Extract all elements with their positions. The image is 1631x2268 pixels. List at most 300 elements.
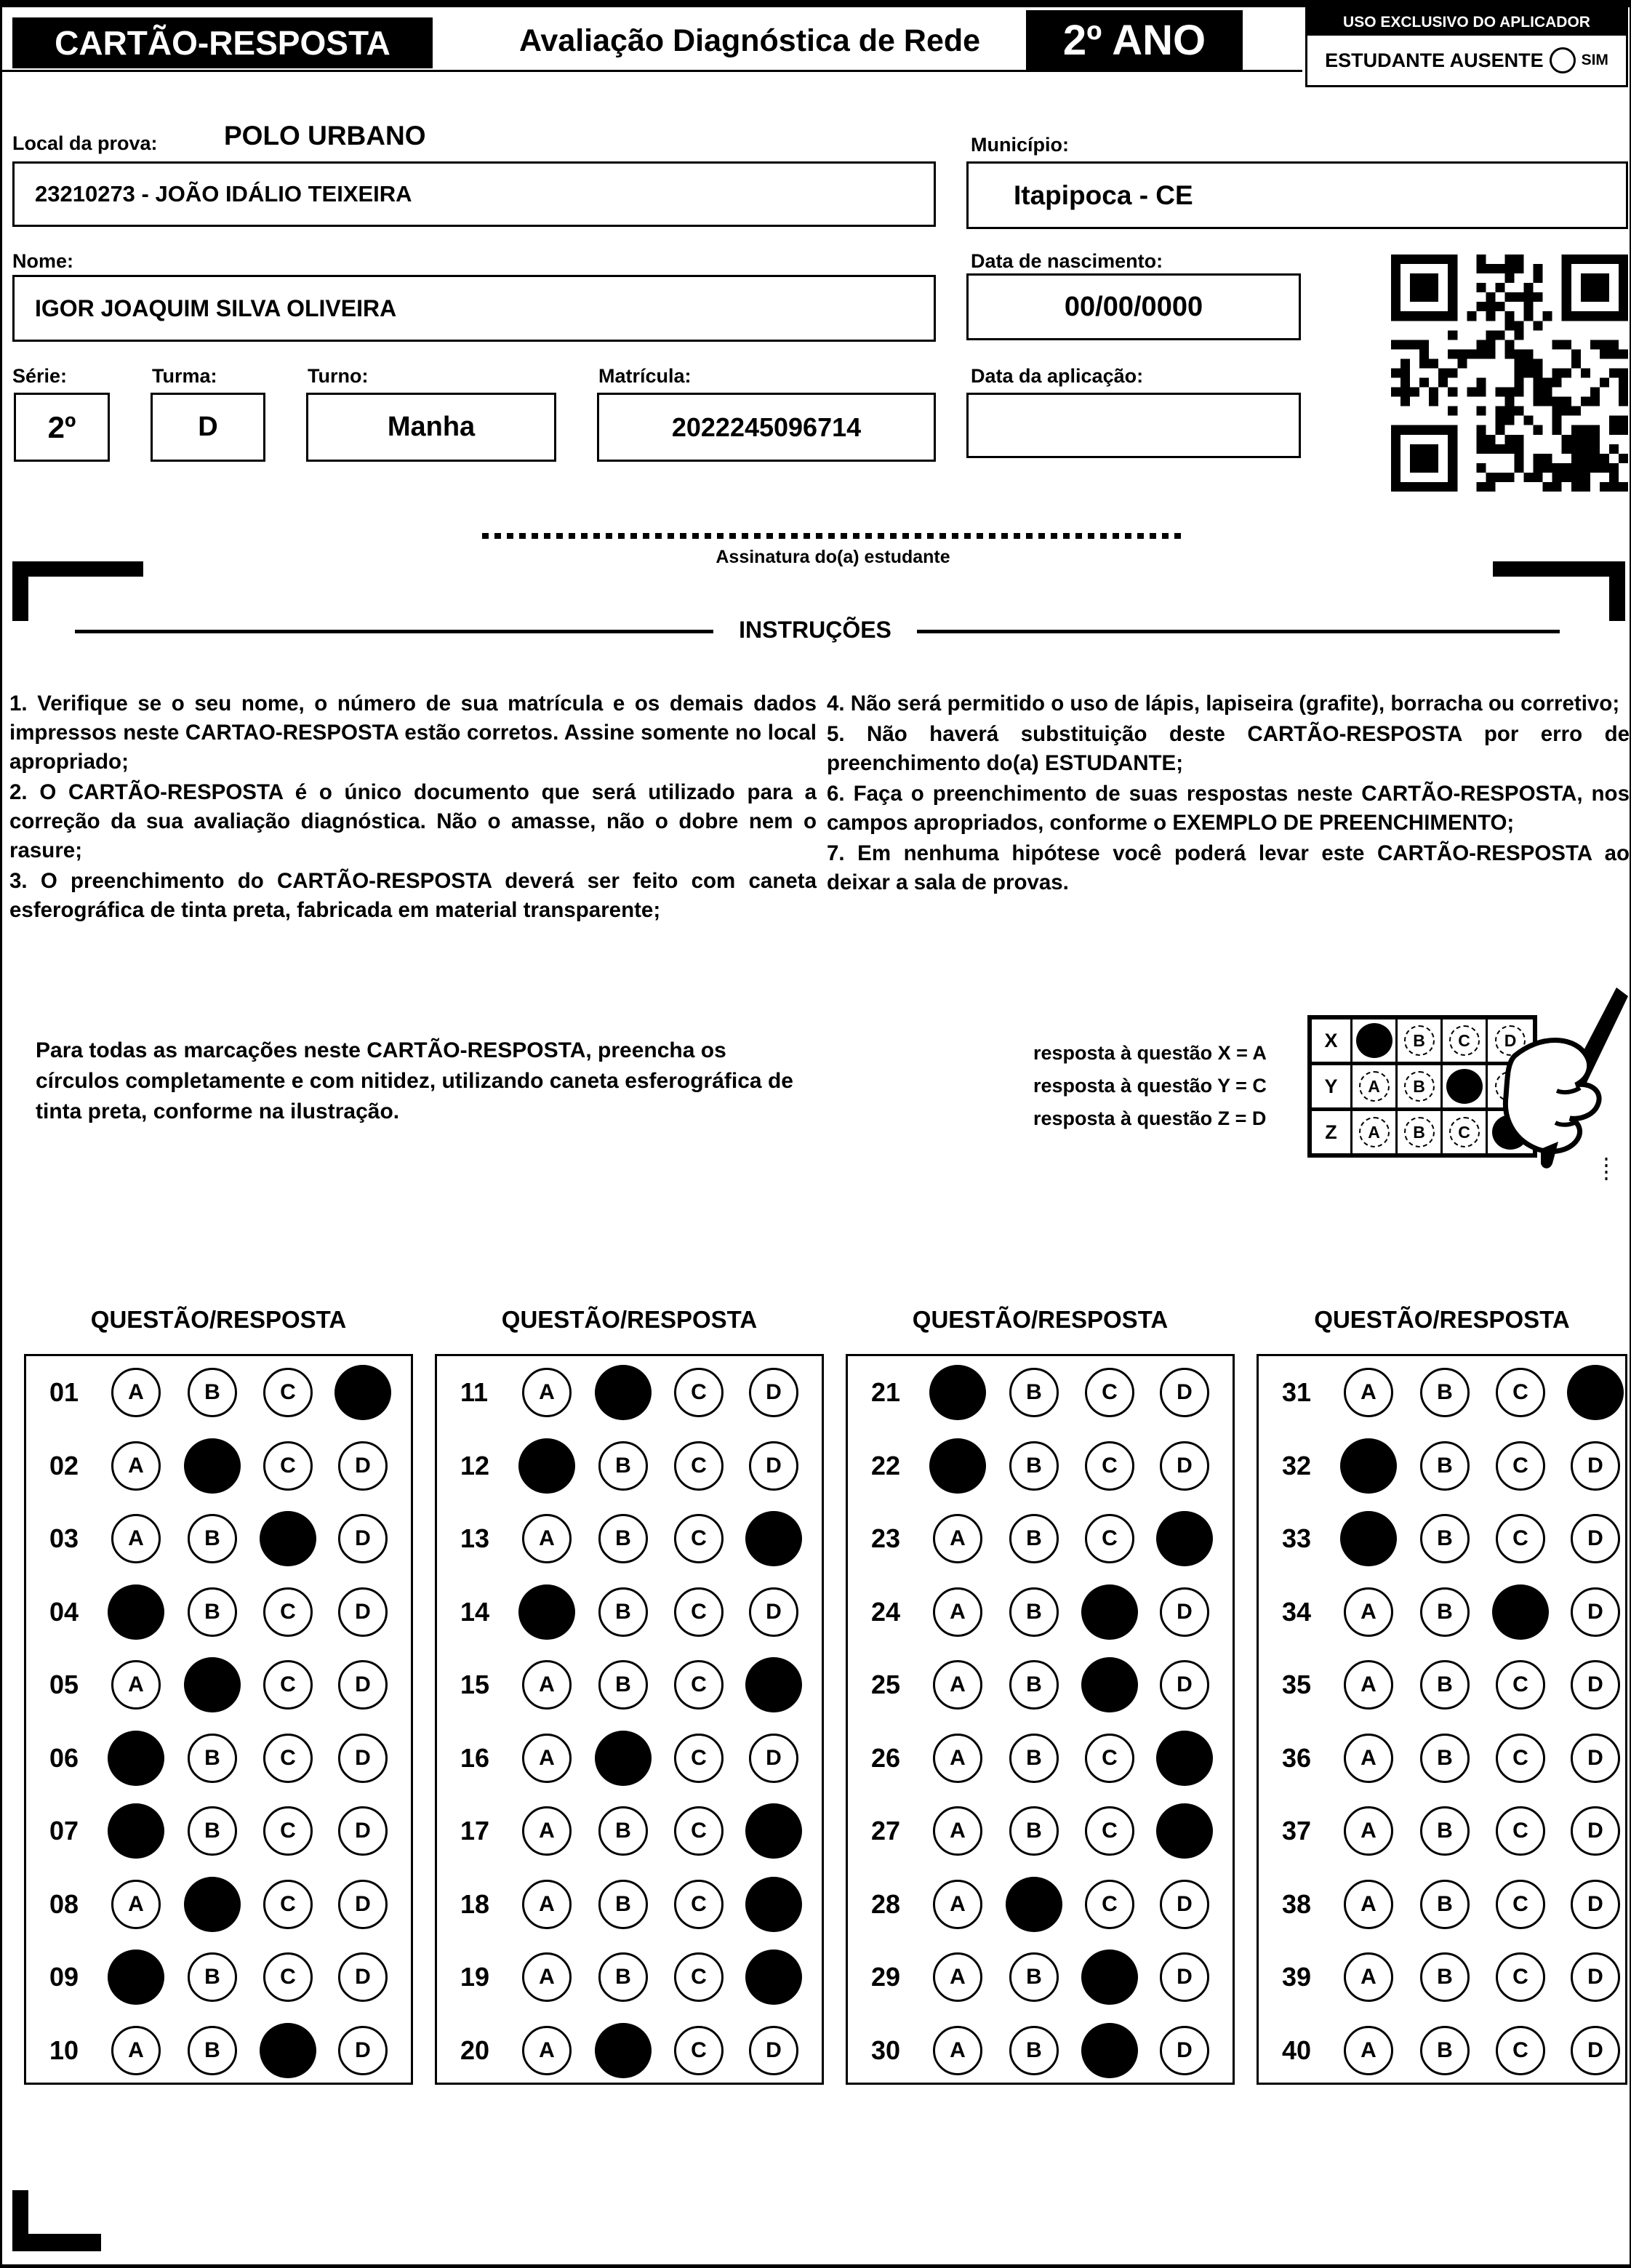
question-number: 12 bbox=[460, 1450, 490, 1480]
aplicacao-label: Data da aplicação: bbox=[971, 365, 1144, 387]
answer-column-header: QUESTÃO/RESPOSTA bbox=[501, 1306, 758, 1333]
example-row-label: Z bbox=[1312, 1111, 1353, 1153]
question-row bbox=[1259, 1941, 1625, 2014]
answer-bubble[interactable]: D bbox=[1160, 1368, 1209, 1417]
answer-bubble[interactable]: A bbox=[111, 1660, 161, 1710]
answer-bubble[interactable]: D bbox=[338, 1514, 388, 1563]
answer-bubble[interactable]: A bbox=[111, 1880, 161, 1929]
question-number: 36 bbox=[1282, 1742, 1312, 1773]
answer-bubble[interactable]: A bbox=[933, 1734, 982, 1783]
question-row bbox=[1259, 1430, 1625, 1503]
instructions-title: INSTRUÇÕES bbox=[739, 617, 891, 643]
answer-bubble-filled[interactable] bbox=[184, 1438, 241, 1494]
question-number: 24 bbox=[871, 1596, 901, 1627]
question-number: 34 bbox=[1282, 1596, 1312, 1627]
aplicacao-field[interactable] bbox=[966, 393, 1301, 458]
question-row bbox=[26, 1795, 411, 1868]
answer-bubble-filled[interactable] bbox=[108, 1584, 164, 1640]
nome-value: IGOR JOAQUIM SILVA OLIVEIRA bbox=[35, 294, 397, 321]
answer-bubble[interactable]: B bbox=[1420, 1806, 1470, 1856]
question-number: 27 bbox=[871, 1816, 901, 1846]
nascimento-field[interactable] bbox=[966, 273, 1301, 340]
answer-bubble[interactable]: A bbox=[1344, 2026, 1393, 2075]
hand-shape bbox=[1505, 1041, 1599, 1152]
answer-bubble-filled[interactable] bbox=[595, 1365, 652, 1420]
question-number: 33 bbox=[1282, 1523, 1312, 1554]
answer-bubble[interactable]: A bbox=[933, 1587, 982, 1637]
answer-bubble-filled[interactable] bbox=[1081, 2023, 1138, 2078]
answer-bubble[interactable]: B bbox=[598, 1587, 648, 1637]
answer-bubble[interactable]: C bbox=[263, 1660, 313, 1710]
question-number: 07 bbox=[49, 1816, 79, 1846]
answer-bubble[interactable]: D bbox=[749, 1368, 798, 1417]
answer-bubble-filled[interactable] bbox=[1340, 1511, 1397, 1566]
question-row bbox=[437, 1430, 822, 1503]
instructions-left bbox=[9, 689, 817, 926]
example-cell bbox=[1398, 1111, 1443, 1153]
answer-bubble[interactable]: B bbox=[1009, 1587, 1059, 1637]
answer-bubble-filled[interactable] bbox=[745, 1511, 802, 1566]
question-row bbox=[848, 2014, 1233, 2088]
question-number: 01 bbox=[49, 1377, 79, 1408]
answer-bubble[interactable]: A bbox=[1344, 1880, 1393, 1929]
answer-bubble-filled[interactable] bbox=[108, 1803, 164, 1859]
answer-bubble[interactable]: B bbox=[1009, 1441, 1059, 1491]
example-bubble: D bbox=[1495, 1025, 1526, 1056]
question-number: 15 bbox=[460, 1670, 490, 1700]
answer-column-box bbox=[435, 1354, 824, 2085]
answer-bubble[interactable]: B bbox=[598, 1441, 648, 1491]
answer-bubble[interactable]: D bbox=[1160, 1587, 1209, 1637]
answer-bubble[interactable]: B bbox=[598, 1514, 648, 1563]
question-number: 09 bbox=[49, 1962, 79, 1992]
answer-bubble[interactable]: B bbox=[1009, 2026, 1059, 2075]
answer-bubble[interactable]: C bbox=[263, 1587, 313, 1637]
answer-bubble[interactable]: D bbox=[1571, 1514, 1620, 1563]
question-row bbox=[26, 1502, 411, 1576]
answer-bubble[interactable]: C bbox=[263, 1441, 313, 1491]
question-number: 18 bbox=[460, 1888, 490, 1919]
matricula-value: 2022245096714 bbox=[671, 412, 862, 442]
answer-bubble[interactable]: C bbox=[1085, 1514, 1134, 1563]
answer-bubble[interactable]: A bbox=[1344, 1952, 1393, 2002]
corner-mark-left-v bbox=[12, 561, 28, 621]
answer-bubble-filled[interactable] bbox=[1156, 1511, 1213, 1566]
question-row bbox=[1259, 1648, 1625, 1722]
question-row bbox=[1259, 1356, 1625, 1430]
answer-bubble[interactable]: C bbox=[1085, 1368, 1134, 1417]
example-bubble: C bbox=[1449, 1117, 1480, 1147]
answer-bubble[interactable]: C bbox=[263, 1880, 313, 1929]
question-row bbox=[848, 1722, 1233, 1795]
instruction-item: 4. Não será permitido o uso de lápis, lapiseira (grafite), borracha ou corretivo; bbox=[827, 692, 1620, 716]
instructions-right bbox=[827, 689, 1630, 899]
answer-bubble[interactable]: B bbox=[188, 1806, 237, 1856]
example-bubble: A bbox=[1359, 1117, 1390, 1147]
answer-bubble[interactable]: B bbox=[1009, 1660, 1059, 1710]
answer-bubble[interactable]: A bbox=[1344, 1587, 1393, 1637]
question-row bbox=[26, 1576, 411, 1649]
turma-field[interactable] bbox=[151, 393, 265, 462]
question-row bbox=[848, 1576, 1233, 1649]
question-row bbox=[848, 1795, 1233, 1868]
answer-bubble[interactable]: A bbox=[111, 1514, 161, 1563]
question-row bbox=[26, 2014, 411, 2088]
answer-bubble[interactable]: B bbox=[188, 1514, 237, 1563]
question-row bbox=[848, 1356, 1233, 1430]
serie-label: Série: bbox=[12, 365, 68, 387]
question-row bbox=[26, 1722, 411, 1795]
example-row-label: X bbox=[1312, 1019, 1353, 1062]
answer-bubble[interactable]: C bbox=[674, 1806, 724, 1856]
nome-field[interactable] bbox=[12, 275, 936, 342]
answer-bubble[interactable]: D bbox=[1571, 1587, 1620, 1637]
answer-bubble[interactable]: D bbox=[1571, 1734, 1620, 1783]
answer-bubble[interactable]: B bbox=[1420, 1587, 1470, 1637]
question-number: 40 bbox=[1282, 2035, 1312, 2065]
question-row bbox=[437, 1868, 822, 1942]
instructions-rule-left bbox=[75, 630, 713, 633]
question-row bbox=[26, 1648, 411, 1722]
answer-bubble-filled[interactable] bbox=[595, 1731, 652, 1786]
answer-bubble[interactable]: D bbox=[1571, 1806, 1620, 1856]
answer-bubble-filled[interactable] bbox=[108, 1950, 164, 2005]
card-title: CARTÃO-RESPOSTA bbox=[55, 24, 390, 62]
question-number: 37 bbox=[1282, 1816, 1312, 1846]
question-row bbox=[26, 1356, 411, 1430]
answer-bubble[interactable]: D bbox=[1571, 1880, 1620, 1929]
answer-bubble[interactable]: D bbox=[1160, 2026, 1209, 2075]
instruction-item: 7. Em nenhuma hipótese você poderá levar este CARTÃO-RESPOSTA ao deixar a sala de provas. bbox=[827, 841, 1630, 894]
answer-column-header: QUESTÃO/RESPOSTA bbox=[1314, 1306, 1570, 1333]
answer-bubble[interactable]: D bbox=[338, 1441, 388, 1491]
answer-bubble[interactable]: B bbox=[1420, 1952, 1470, 2002]
example-cell bbox=[1398, 1065, 1443, 1107]
answer-bubble[interactable]: C bbox=[674, 1441, 724, 1491]
serie-value: 2º bbox=[47, 409, 76, 444]
answer-bubble[interactable]: A bbox=[933, 1880, 982, 1929]
answer-bubble[interactable]: D bbox=[1571, 1660, 1620, 1710]
question-row bbox=[437, 2014, 822, 2088]
question-number: 08 bbox=[49, 1888, 79, 1919]
answer-bubble[interactable]: B bbox=[1420, 1880, 1470, 1929]
question-row bbox=[437, 1648, 822, 1722]
answer-bubble[interactable]: B bbox=[188, 1368, 237, 1417]
answer-bubble[interactable]: D bbox=[338, 1587, 388, 1637]
answer-bubble-filled[interactable] bbox=[745, 1877, 802, 1932]
answer-bubble[interactable]: A bbox=[933, 1660, 982, 1710]
question-number: 25 bbox=[871, 1670, 901, 1700]
answer-bubble[interactable]: A bbox=[1344, 1368, 1393, 1417]
answer-bubble[interactable]: D bbox=[1160, 1441, 1209, 1491]
example-bubble: A bbox=[1359, 1071, 1390, 1102]
answer-bubble[interactable]: C bbox=[1496, 1660, 1545, 1710]
top-border bbox=[2, 0, 1631, 7]
question-number: 21 bbox=[871, 1377, 901, 1408]
answer-bubble[interactable]: B bbox=[598, 1806, 648, 1856]
answer-bubble[interactable]: D bbox=[749, 1441, 798, 1491]
example-bubble: B bbox=[1404, 1025, 1435, 1056]
question-number: 11 bbox=[460, 1377, 489, 1408]
answer-bubble[interactable]: C bbox=[1496, 1952, 1545, 2002]
answer-bubble-filled[interactable] bbox=[929, 1365, 986, 1420]
exam-title: Avaliação Diagnóstica de Rede bbox=[518, 23, 981, 58]
question-row bbox=[1259, 1795, 1625, 1868]
answer-bubble[interactable]: C bbox=[1496, 1441, 1545, 1491]
answer-bubble[interactable]: B bbox=[1420, 1368, 1470, 1417]
answer-bubble-filled[interactable] bbox=[1492, 1584, 1549, 1640]
question-row bbox=[437, 1795, 822, 1868]
qr-code bbox=[1391, 253, 1628, 493]
instruction-item: 2. O CARTÃO-RESPOSTA é o único documento que será utilizado para a correção da sua avaliação diagnóstica. Não o amasse, não o dobre nem o rasure; bbox=[9, 780, 817, 862]
answer-bubble[interactable]: C bbox=[674, 1587, 724, 1637]
question-row bbox=[1259, 2014, 1625, 2088]
answer-bubble-filled[interactable] bbox=[184, 1657, 241, 1712]
question-row bbox=[848, 1868, 1233, 1942]
answer-bubble[interactable]: A bbox=[1344, 1734, 1393, 1783]
answer-bubble[interactable]: A bbox=[522, 1952, 572, 2002]
answer-bubble[interactable]: D bbox=[749, 1734, 798, 1783]
answer-bubble-filled[interactable] bbox=[1156, 1731, 1213, 1786]
question-row bbox=[1259, 1502, 1625, 1576]
answer-bubble-filled[interactable] bbox=[1006, 1877, 1062, 1932]
answer-bubble-filled[interactable] bbox=[1567, 1365, 1624, 1420]
answer-bubble-filled[interactable] bbox=[518, 1438, 575, 1494]
answer-bubble-filled[interactable] bbox=[260, 2023, 316, 2078]
turno-label: Turno: bbox=[308, 365, 369, 387]
answer-bubble-filled[interactable] bbox=[184, 1877, 241, 1932]
serie-field[interactable] bbox=[14, 393, 110, 462]
question-row bbox=[1259, 1722, 1625, 1795]
fill-legend-line: resposta à questão Z = D bbox=[1033, 1107, 1267, 1129]
question-row bbox=[437, 1722, 822, 1795]
question-row bbox=[848, 1502, 1233, 1576]
answer-bubble-filled[interactable] bbox=[1156, 1803, 1213, 1859]
answer-bubble[interactable]: D bbox=[1571, 1441, 1620, 1491]
answer-bubble[interactable]: B bbox=[598, 1952, 648, 2002]
answer-bubble[interactable]: B bbox=[1420, 2026, 1470, 2075]
answer-bubble[interactable]: B bbox=[1009, 1368, 1059, 1417]
question-number: 17 bbox=[460, 1816, 490, 1846]
answer-bubble[interactable]: D bbox=[338, 1880, 388, 1929]
answer-bubble-filled[interactable] bbox=[745, 1657, 802, 1712]
matricula-field[interactable] bbox=[597, 393, 936, 462]
aplicacao-value bbox=[969, 395, 1299, 456]
answer-bubble[interactable]: A bbox=[522, 2026, 572, 2075]
fill-legend-line: resposta à questão Y = C bbox=[1033, 1075, 1267, 1097]
answer-bubble[interactable]: C bbox=[674, 2026, 724, 2075]
answer-bubble[interactable]: A bbox=[933, 2026, 982, 2075]
question-number: 10 bbox=[49, 2035, 79, 2065]
answer-bubble[interactable]: D bbox=[749, 1587, 798, 1637]
school-value: 23210273 - JOÃO IDÁLIO TEIXEIRA bbox=[35, 181, 412, 207]
matricula-label: Matrícula: bbox=[598, 365, 692, 387]
answer-bubble[interactable]: D bbox=[1160, 1880, 1209, 1929]
answer-bubble[interactable]: A bbox=[1344, 1806, 1393, 1856]
answer-bubble[interactable]: C bbox=[1496, 1734, 1545, 1783]
answer-bubble[interactable]: C bbox=[674, 1368, 724, 1417]
answer-column-header: QUESTÃO/RESPOSTA bbox=[912, 1306, 1169, 1333]
absent-circle[interactable] bbox=[1550, 47, 1576, 73]
answer-bubble-filled[interactable] bbox=[108, 1731, 164, 1786]
example-bubble: B bbox=[1404, 1117, 1435, 1147]
answer-bubble[interactable]: A bbox=[522, 1734, 572, 1783]
answer-bubble[interactable]: C bbox=[1496, 2026, 1545, 2075]
answer-bubble[interactable]: C bbox=[263, 1734, 313, 1783]
answer-bubble[interactable]: C bbox=[674, 1880, 724, 1929]
turma-label: Turma: bbox=[152, 365, 217, 387]
signature-label: Assinatura do(a) estudante bbox=[716, 547, 950, 567]
corner-mark-right-v bbox=[1609, 561, 1625, 621]
answer-bubble[interactable]: D bbox=[338, 1952, 388, 2002]
answer-bubble[interactable]: C bbox=[1496, 1806, 1545, 1856]
question-number: 20 bbox=[460, 2035, 490, 2065]
answer-bubble[interactable]: B bbox=[598, 1880, 648, 1929]
answer-bubble[interactable]: B bbox=[1420, 1514, 1470, 1563]
answer-bubble-filled[interactable] bbox=[334, 1365, 391, 1420]
answer-bubble[interactable]: C bbox=[1496, 1514, 1545, 1563]
answer-bubble[interactable]: D bbox=[1160, 1952, 1209, 2002]
answer-bubble[interactable]: B bbox=[1009, 1806, 1059, 1856]
answer-bubble[interactable]: B bbox=[598, 1660, 648, 1710]
question-row bbox=[848, 1430, 1233, 1503]
nome-label: Nome: bbox=[12, 250, 74, 272]
instruction-item: 6. Faça o preenchimento de suas respostas neste CARTÃO-RESPOSTA, nos campos apropriados, conforme o EXEMPLO DE PREENCHIMENTO; bbox=[827, 782, 1630, 835]
fill-note: Para todas as marcações neste CARTÃO-RESPOSTA, preencha os círculos completamente e com nitidez, utilizando caneta esferográfica de tinta preta, conforme na ilustração. bbox=[36, 1038, 793, 1123]
answer-bubble[interactable]: C bbox=[1085, 1734, 1134, 1783]
answer-bubble[interactable]: B bbox=[188, 2026, 237, 2075]
answer-bubble[interactable]: D bbox=[338, 2026, 388, 2075]
nascimento-value: 00/00/0000 bbox=[1064, 291, 1203, 322]
question-number: 13 bbox=[460, 1523, 490, 1554]
answer-bubble[interactable]: C bbox=[1085, 1806, 1134, 1856]
answer-bubble[interactable]: B bbox=[188, 1734, 237, 1783]
header-divider bbox=[2, 70, 1302, 72]
card-title-box bbox=[12, 17, 433, 68]
school-field[interactable] bbox=[12, 161, 936, 227]
answer-bubble[interactable]: A bbox=[522, 1368, 572, 1417]
question-number: 29 bbox=[871, 1962, 901, 1992]
answer-bubble[interactable]: C bbox=[263, 1806, 313, 1856]
turma-value: D bbox=[198, 412, 218, 442]
corner-mark-bottom-left-h bbox=[12, 2234, 101, 2251]
answer-bubble[interactable]: A bbox=[522, 1660, 572, 1710]
answer-bubble-filled[interactable] bbox=[1081, 1584, 1138, 1640]
answer-bubble[interactable]: C bbox=[1496, 1368, 1545, 1417]
question-number: 22 bbox=[871, 1450, 901, 1480]
nascimento-label: Data de nascimento: bbox=[971, 250, 1163, 272]
example-row-label: Y bbox=[1312, 1065, 1353, 1107]
answer-bubble[interactable]: C bbox=[674, 1660, 724, 1710]
answer-bubble[interactable]: C bbox=[1085, 1441, 1134, 1491]
grade-box bbox=[1026, 10, 1243, 70]
answer-column-box bbox=[846, 1354, 1235, 2085]
answer-bubble-filled[interactable] bbox=[1340, 1438, 1397, 1494]
question-number: 14 bbox=[460, 1596, 490, 1627]
example-bubble: B bbox=[1404, 1071, 1435, 1102]
answer-bubble[interactable]: B bbox=[1420, 1660, 1470, 1710]
answer-bubble[interactable]: C bbox=[1496, 1880, 1545, 1929]
question-row bbox=[848, 1648, 1233, 1722]
answer-bubble-filled[interactable] bbox=[1081, 1657, 1138, 1712]
answer-bubble[interactable]: D bbox=[1160, 1660, 1209, 1710]
answer-bubble[interactable]: A bbox=[522, 1806, 572, 1856]
answer-bubble[interactable]: A bbox=[1344, 1660, 1393, 1710]
answer-bubble[interactable]: D bbox=[1571, 2026, 1620, 2075]
answer-bubble-filled[interactable] bbox=[929, 1438, 986, 1494]
question-number: 16 bbox=[460, 1742, 490, 1773]
instructions-rule-right bbox=[917, 630, 1560, 633]
answer-bubble[interactable]: C bbox=[263, 1368, 313, 1417]
answer-bubble[interactable]: B bbox=[1009, 1734, 1059, 1783]
answer-bubble-filled[interactable] bbox=[1081, 1950, 1138, 2005]
corner-mark-right bbox=[1493, 561, 1625, 577]
answer-bubble[interactable]: A bbox=[933, 1514, 982, 1563]
question-row bbox=[26, 1868, 411, 1942]
turno-field[interactable] bbox=[306, 393, 556, 462]
instruction-item: 5. Não haverá substituição deste CARTÃO-RESPOSTA por erro de preenchimento do(a) ESTUDANTE; bbox=[827, 722, 1630, 775]
answer-bubble[interactable]: A bbox=[522, 1514, 572, 1563]
absent-option-label: SIM bbox=[1581, 52, 1608, 68]
answer-bubble[interactable]: C bbox=[674, 1952, 724, 2002]
examiner-box bbox=[1305, 7, 1628, 87]
instruction-item: 1. Verifique se o seu nome, o número de sua matrícula e os demais dados impressos neste CARTAO-RESPOSTA estão corretos. Assine somente no local apropriado; bbox=[9, 692, 817, 774]
answer-bubble[interactable]: C bbox=[674, 1734, 724, 1783]
question-row bbox=[1259, 1576, 1625, 1649]
answer-bubble[interactable]: B bbox=[1009, 1952, 1059, 2002]
examiner-box-title-bar bbox=[1307, 9, 1626, 36]
municipio-value: Itapipoca - CE bbox=[1014, 180, 1193, 210]
answer-bubble[interactable]: D bbox=[749, 2026, 798, 2075]
answer-bubble[interactable]: A bbox=[522, 1880, 572, 1929]
answer-column-box bbox=[1257, 1354, 1627, 2085]
answer-bubble-filled[interactable] bbox=[518, 1584, 575, 1640]
answer-bubble[interactable]: A bbox=[933, 1952, 982, 2002]
answer-bubble[interactable]: B bbox=[188, 1952, 237, 2002]
answer-bubble-filled[interactable] bbox=[260, 1511, 316, 1566]
municipio-label: Município: bbox=[971, 134, 1069, 156]
fill-legend-line: resposta à questão X = A bbox=[1033, 1042, 1267, 1064]
answer-column-box bbox=[24, 1354, 413, 2085]
answer-bubble[interactable]: A bbox=[933, 1806, 982, 1856]
answer-bubble[interactable]: D bbox=[1571, 1952, 1620, 2002]
answer-bubble[interactable]: A bbox=[111, 1368, 161, 1417]
answer-bubble[interactable]: B bbox=[188, 1587, 237, 1637]
municipio-field[interactable] bbox=[966, 161, 1628, 229]
question-row bbox=[437, 1502, 822, 1576]
answer-bubble[interactable]: B bbox=[1009, 1514, 1059, 1563]
answer-bubble[interactable]: B bbox=[1420, 1734, 1470, 1783]
answer-bubble-filled[interactable] bbox=[745, 1803, 802, 1859]
corner-mark-left bbox=[12, 561, 143, 577]
signature-line[interactable] bbox=[482, 533, 1184, 539]
answer-bubble[interactable]: D bbox=[338, 1806, 388, 1856]
answer-bubble[interactable]: C bbox=[674, 1514, 724, 1563]
question-row bbox=[437, 1576, 822, 1649]
answer-bubble[interactable]: C bbox=[1085, 1880, 1134, 1929]
answer-bubble-filled[interactable] bbox=[595, 2023, 652, 2078]
answer-bubble-filled[interactable] bbox=[745, 1950, 802, 2005]
answer-bubble[interactable]: B bbox=[1420, 1441, 1470, 1491]
question-number: 05 bbox=[49, 1670, 79, 1700]
question-row bbox=[26, 1941, 411, 2014]
answer-bubble[interactable]: A bbox=[111, 2026, 161, 2075]
answer-bubble[interactable]: D bbox=[338, 1660, 388, 1710]
answer-bubble[interactable]: A bbox=[111, 1441, 161, 1491]
question-row bbox=[26, 1430, 411, 1503]
answer-bubble[interactable]: D bbox=[338, 1734, 388, 1783]
answer-bubble[interactable]: C bbox=[263, 1952, 313, 2002]
